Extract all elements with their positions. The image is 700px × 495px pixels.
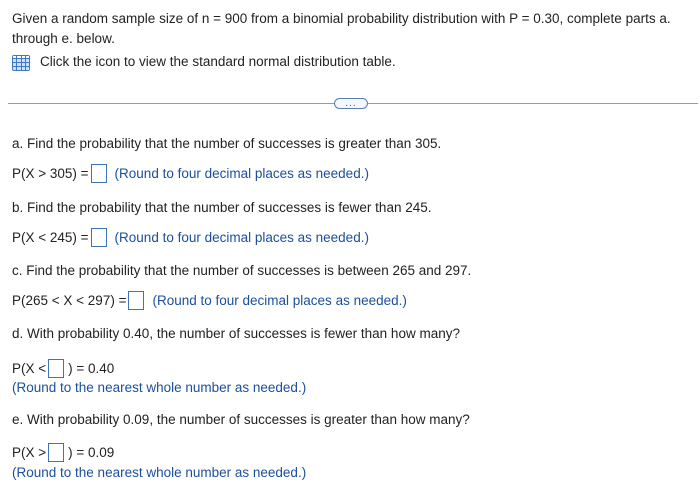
part-d-suffix: ) = 0.40 <box>68 360 115 376</box>
table-icon[interactable] <box>12 55 30 71</box>
part-a-question: a. Find the probability that the number of successes is greater than 305. <box>12 136 442 151</box>
part-e-answer-row <box>12 441 114 463</box>
part-a-answer-input[interactable] <box>91 164 107 183</box>
part-c-hint: (Round to four decimal places as needed.) <box>152 292 407 308</box>
part-e-suffix: ) = 0.09 <box>68 444 115 460</box>
ellipsis-icon[interactable]: ... <box>334 98 368 109</box>
part-a-answer-row <box>12 162 369 184</box>
problem-statement: Given a random sample size of n = 900 from a binomial probability distribution with P = 0.30, complete parts a. through e. below. <box>12 11 671 46</box>
part-e-question: e. With probability 0.09, the number of successes is greater than how many? <box>12 412 470 427</box>
part-d-answer-input[interactable] <box>48 359 64 378</box>
normal-table-link-label: Click the icon to view the standard normal distribution table. <box>40 54 396 69</box>
part-d-answer-row <box>12 357 114 379</box>
part-d-hint: (Round to the nearest whole number as needed.) <box>12 380 307 395</box>
part-b-answer-input[interactable] <box>91 228 107 247</box>
part-a-prefix: P(X > 305) = <box>12 165 89 181</box>
part-c-question: c. Find the probability that the number of successes is between 265 and 297. <box>12 263 472 278</box>
part-e-hint: (Round to the nearest whole number as needed.) <box>12 465 307 480</box>
part-d-question: d. With probability 0.40, the number of successes is fewer than how many? <box>12 326 460 341</box>
part-b-prefix: P(X < 245) = <box>12 229 89 245</box>
part-b-answer-row <box>12 226 369 248</box>
part-c-answer-input[interactable] <box>128 291 144 310</box>
part-a-hint: (Round to four decimal places as needed.) <box>114 165 369 181</box>
part-b-question: b. Find the probability that the number of successes is fewer than 245. <box>12 200 432 215</box>
normal-table-link-row <box>12 52 396 72</box>
part-b-hint: (Round to four decimal places as needed.) <box>114 229 369 245</box>
part-c-prefix: P(265 < X < 297) = <box>12 292 127 308</box>
part-d-prefix: P(X < <box>12 360 47 376</box>
part-e-prefix: P(X > <box>12 444 47 460</box>
part-e-answer-input[interactable] <box>48 443 64 462</box>
part-c-answer-row <box>12 289 407 311</box>
